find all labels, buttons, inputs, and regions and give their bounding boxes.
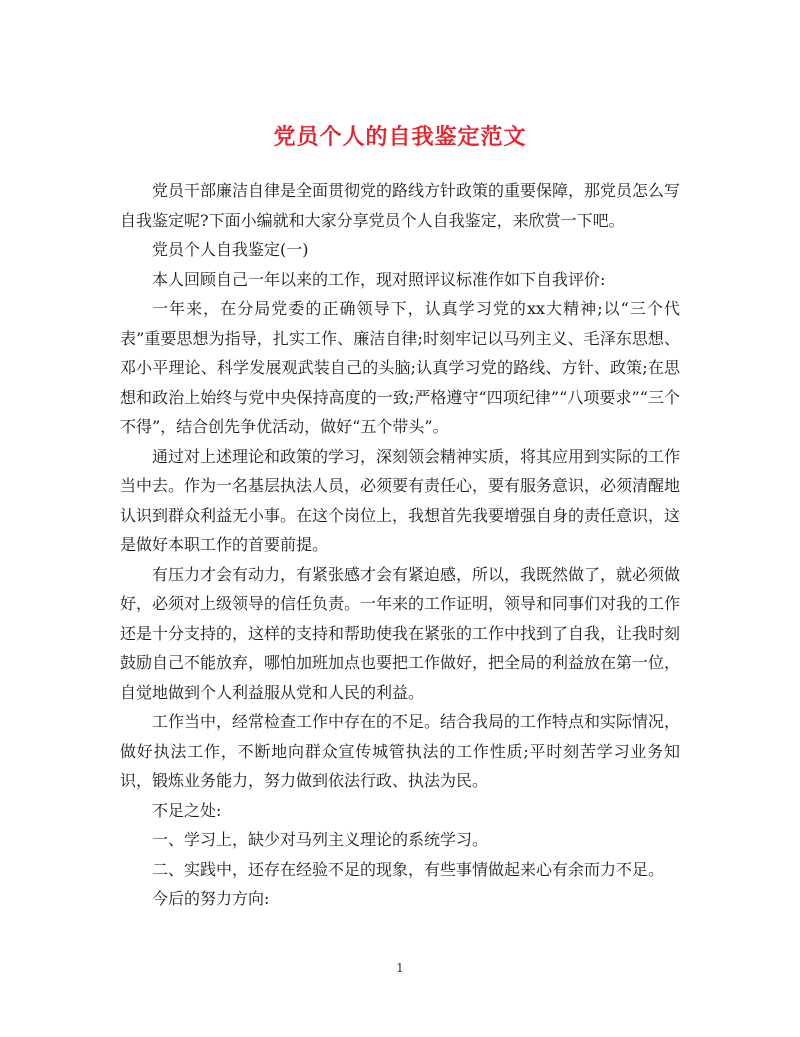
paragraph-work: 工作当中，经常检查工作中存在的不足。结合我局的工作特点和实际情况，做好执法工作，不断地向群众宣传城管执法的工作性质;平时刻苦学习业务知识，锻炼业务能力，努力做到依法行政、执法为民。 — [120, 712, 681, 790]
paragraph-review-intro: 本人回顾自己一年以来的工作，现对照评议标准作如下自我评价: — [152, 269, 606, 289]
paragraph-shortcomings-heading: 不足之处: — [152, 800, 222, 820]
paragraph-shortcoming-1: 一、学习上，缺少对马列主义理论的系统学习。 — [152, 830, 489, 849]
paragraph-shortcoming-2: 二、实践中，还存在经验不足的现象，有些事情做起来心有余而力不足。 — [152, 859, 665, 879]
paragraph-section-heading: 党员个人自我鉴定(一) — [152, 240, 309, 259]
paragraph-study: 一年来，在分局党委的正确领导下，认真学习党的xx大精神;以“三个代表”重要思想为指导，扎实工作、廉洁自律;时刻牢记以马列主义、毛泽东思想、邓小平理论、科学发展观武装自己的头脑;认真学习党的路线、方针、政策;在思想和政治上始终与党中央保持高度的一致;严格遵守“四项纪律”“八项要求”“三个不得”，结合创先争优活动，做好“五个带头”。 — [120, 299, 680, 436]
paragraph-pressure: 有压力才会有动力，有紧张感才会有紧迫感，所以，我既然做了，就必须做好，必须对上级领导的信任负责。一年来的工作证明，领导和同事们对我的工作还是十分支持的，这样的支持和帮助使我在紧张的工作中找到了自我，让我时刻鼓励自己不能放弃，哪怕加班加点也要把工作做好，把全局的利益放在第一位，自觉地做到个人利益服从党和人民的利益。 — [120, 564, 681, 702]
document-title: 党员个人的自我鉴定范文 — [273, 123, 527, 150]
paragraph-future-heading: 今后的努力方向: — [152, 889, 270, 908]
document-body — [120, 176, 680, 914]
paragraph-practice: 通过对上述理论和政策的学习，深刻领会精神实质，将其应用到实际的工作当中去。作为一名基层执法人员，必须要有责任心，要有服务意识，必须清醒地认识到群众利益无小事。在这个岗位上，我想首先我要增强自身的责任意识，这是做好本职工作的首要前提。 — [120, 446, 681, 554]
paragraph-intro: 党员干部廉洁自律是全面贯彻党的路线方针政策的重要保障，那党员怎么写自我鉴定呢?下面小编就和大家分享党员个人自我鉴定，来欣赏一下吧。 — [120, 181, 681, 230]
page-number: 1 — [396, 961, 404, 975]
